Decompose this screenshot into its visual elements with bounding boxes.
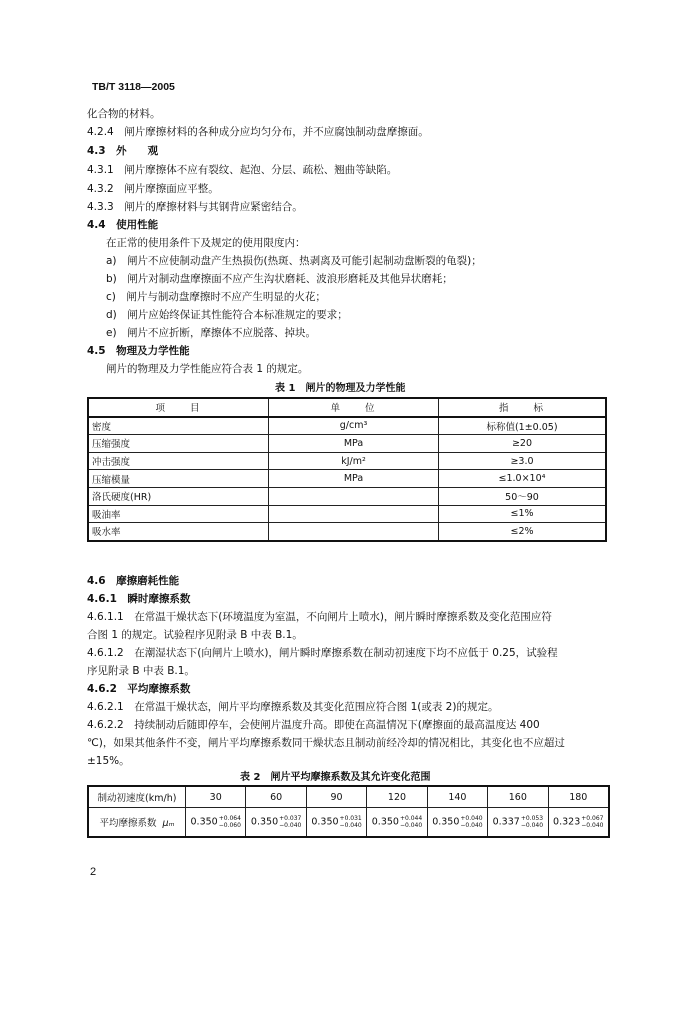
table2-cell: 140 xyxy=(427,786,487,808)
text-line: 4.6.2.2 持续制动后随即停车，会使闸片温度升高。即使在高温情况下(摩擦面的最高温度达 400 xyxy=(87,719,540,731)
table2-cell: 0.350 +0.040 −0.040 xyxy=(427,808,487,838)
list-item: b) 闸片对制动盘摩擦面不应产生沟状磨耗、波浪形磨耗及其他异状磨耗； xyxy=(106,273,453,285)
table2-cell: 160 xyxy=(488,786,548,808)
table1-cell: 冲击强度 xyxy=(88,452,269,470)
table1-cell: 密度 xyxy=(88,417,269,435)
text-line: 闸片的物理及力学性能应符合表 1 的规定。 xyxy=(106,363,309,375)
table2-row-symbol: μₘ xyxy=(162,818,175,829)
table1-cell: 吸油率 xyxy=(88,505,269,523)
table-row xyxy=(88,808,609,838)
table1-cell: ≥3.0 xyxy=(439,452,607,470)
table1-cell xyxy=(269,505,439,523)
table2-row-label: 制动初速度(km/h) xyxy=(88,786,186,808)
list-item: a) 闸片不应使制动盘产生热损伤(热斑、热剥离及可能引起制动盘断裂的龟裂)； xyxy=(106,255,482,267)
table-row xyxy=(88,452,606,470)
table1-cell: 标称值(1±0.05) xyxy=(439,417,607,435)
table1-cell: 洛氏硬度(HR) xyxy=(88,487,269,505)
table2-cell: 90 xyxy=(306,786,366,808)
table2-row-label xyxy=(88,808,186,838)
table1-cell: kJ/m² xyxy=(269,452,439,470)
table-row xyxy=(88,505,606,523)
table2-cell: 0.337 +0.053 −0.040 xyxy=(488,808,548,838)
text-line: 合图 1 的规定。试验程序见附录 B 中表 B.1。 xyxy=(87,629,303,641)
table1-cell xyxy=(269,487,439,505)
table2-cell: 0.350 +0.064 −0.060 xyxy=(186,808,246,838)
table2-cell: 0.350 +0.044 −0.040 xyxy=(367,808,427,838)
text-line: 4.2.4 闸片摩擦材料的各种成分应均匀分布，并不应腐蚀制动盘摩擦面。 xyxy=(87,126,429,138)
text-line: 在正常的使用条件下及规定的使用限度内： xyxy=(106,237,306,249)
table1-header: 项 目 xyxy=(88,398,269,417)
table1-header: 指 标 xyxy=(439,398,607,417)
table2 xyxy=(87,785,610,838)
table-row xyxy=(88,435,606,453)
table1-cell: 吸水率 xyxy=(88,523,269,541)
text-line: 4.3.3 闸片的摩擦材料与其钢背应紧密结合。 xyxy=(87,201,303,213)
table1-cell: g/cm³ xyxy=(269,417,439,435)
table1 xyxy=(87,397,607,542)
table-row xyxy=(88,523,606,541)
table2-cell: 30 xyxy=(186,786,246,808)
table2-cell: 0.323 +0.067 −0.040 xyxy=(548,808,609,838)
section-heading: 4.4 使用性能 xyxy=(87,219,159,231)
text-line: 4.3.1 闸片摩擦体不应有裂纹、起泡、分层、疏松、翘曲等缺陷。 xyxy=(87,164,398,176)
table-row xyxy=(88,786,609,808)
table1-header: 单 位 xyxy=(269,398,439,417)
table-row xyxy=(88,487,606,505)
table1-cell: ≤1% xyxy=(439,505,607,523)
table2-row-label-text: 平均摩擦系数 xyxy=(99,818,157,829)
table2-cell: 180 xyxy=(548,786,609,808)
section-heading: 4.3 外 观 xyxy=(87,145,159,157)
table-row xyxy=(88,417,606,435)
table1-cell xyxy=(269,523,439,541)
text-line: 4.3.2 闸片摩擦面应平整。 xyxy=(87,183,219,195)
section-heading: 4.6 摩擦磨耗性能 xyxy=(87,575,180,587)
table1-cell: MPa xyxy=(269,435,439,453)
table2-cell: 0.350 +0.037 −0.040 xyxy=(246,808,306,838)
text-line: ±15%。 xyxy=(87,755,130,767)
section-heading: 4.6.1 瞬时摩擦系数 xyxy=(87,593,191,605)
text-line: 4.6.1.2 在潮湿状态下(向闸片上喷水)，闸片瞬时摩擦系数在制动初速度下均不应低于 0.25，试验程 xyxy=(87,647,558,659)
list-item: d) 闸片应始终保证其性能符合本标准规定的要求； xyxy=(106,309,348,321)
table2-cell: 120 xyxy=(367,786,427,808)
table1-cell: 压缩强度 xyxy=(88,435,269,453)
text-line: ℃)，如果其他条件不变，闸片平均摩擦系数同干燥状态且制动前经冷却的情况相比，其变化也不应超过 xyxy=(87,737,565,749)
text-line: 4.6.1.1 在常温干燥状态下(环境温度为室温，不向闸片上喷水)，闸片瞬时摩擦系数及变化范围应符 xyxy=(87,611,552,623)
table1-caption: 表 1 闸片的物理及力学性能 xyxy=(275,383,406,394)
table1-cell: ≤2% xyxy=(439,523,607,541)
page-number: 2 xyxy=(90,866,97,878)
table1-cell: ≤1.0×10⁴ xyxy=(439,470,607,488)
list-item: c) 闸片与制动盘摩擦时不应产生明显的火花； xyxy=(106,291,326,303)
table-row xyxy=(88,470,606,488)
table2-cell: 60 xyxy=(246,786,306,808)
section-heading: 4.6.2 平均摩擦系数 xyxy=(87,683,191,695)
section-heading: 4.5 物理及力学性能 xyxy=(87,345,190,357)
text-line: 化合物的材料。 xyxy=(87,108,161,120)
table2-cell: 0.350 +0.031 −0.040 xyxy=(306,808,366,838)
text-line: 序见附录 B 中表 B.1。 xyxy=(87,665,195,677)
document-code: TB/T 3118—2005 xyxy=(92,81,175,93)
table1-cell: 50～90 xyxy=(439,487,607,505)
list-item: e) 闸片不应折断，摩擦体不应脱落、掉块。 xyxy=(106,327,317,339)
table1-cell: ≥20 xyxy=(439,435,607,453)
table1-cell: 压缩模量 xyxy=(88,470,269,488)
table1-cell: MPa xyxy=(269,470,439,488)
text-line: 4.6.2.1 在常温干燥状态，闸片平均摩擦系数及其变化范围应符合图 1(或表 2)的规定。 xyxy=(87,701,499,713)
table2-caption: 表 2 闸片平均摩擦系数及其允许变化范围 xyxy=(240,772,431,783)
